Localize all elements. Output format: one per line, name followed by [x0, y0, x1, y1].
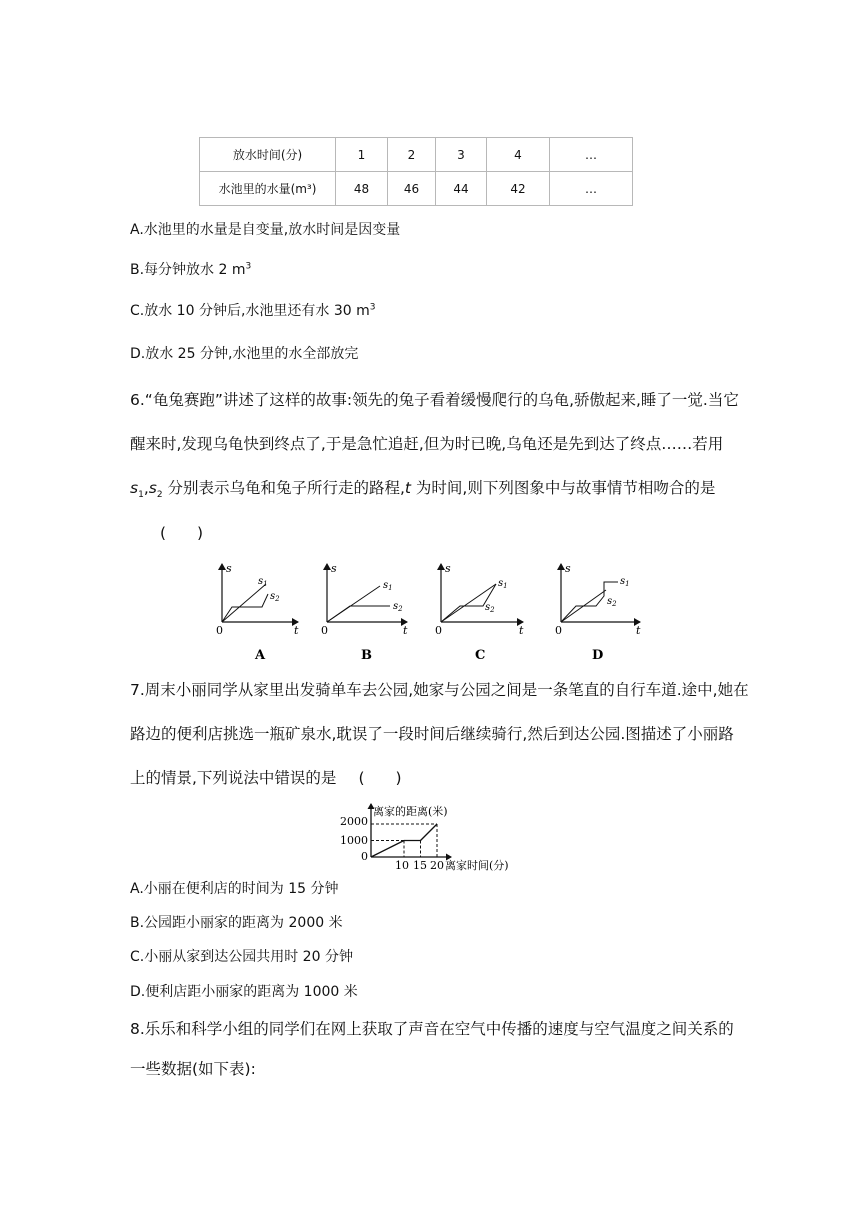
- q7-option-a: A.小丽在便利店的时间为 15 分钟: [130, 881, 339, 897]
- table-cell: 4: [487, 138, 550, 172]
- s2-line: [327, 606, 390, 622]
- x-tick-label: 20: [430, 859, 444, 872]
- s1-label: $s_1$: [258, 576, 268, 588]
- table-cell: 48: [336, 172, 388, 206]
- q7-line-3: [130, 767, 402, 789]
- graph-label-d: D: [592, 648, 604, 663]
- s1-label: $s_1$: [498, 578, 508, 590]
- q6-graphs: [200, 558, 660, 666]
- graph-b: [321, 562, 408, 663]
- graph-label-b: B: [361, 648, 372, 663]
- axis-label-s: s: [445, 562, 451, 575]
- subscript: 1: [138, 490, 144, 501]
- var-t: t: [404, 479, 411, 497]
- q7-distance-chart: [335, 800, 525, 872]
- axis-label-t: t: [403, 624, 408, 637]
- axis-label-s: s: [331, 562, 337, 575]
- q5-option-c: [130, 301, 375, 321]
- q6-answer-bracket: ( ): [160, 524, 204, 542]
- y-tick-label: 1000: [340, 834, 368, 847]
- s1-label: $s_1$: [620, 576, 630, 588]
- water-table: [199, 137, 633, 206]
- superscript: 3: [245, 261, 252, 272]
- axis-label-t: t: [636, 624, 641, 637]
- s1-line: [222, 584, 266, 622]
- table-cell: 46: [388, 172, 436, 206]
- s2-label: $s_2$: [485, 602, 495, 614]
- graph-a: [216, 562, 299, 663]
- q6-line-3: [130, 477, 715, 499]
- graph-label-c: C: [475, 648, 486, 663]
- q5-option-d: D.放水 25 分钟,水池里的水全部放完: [130, 346, 359, 362]
- s2-label: $s_2$: [270, 591, 280, 603]
- q5-option-b: [130, 260, 251, 280]
- q7-line-2: 路边的便利店挑选一瓶矿泉水,耽误了一段时间后继续骑行,然后到达公园.图描述了小丽路: [130, 725, 734, 743]
- q6-line-2: 醒来时,发现乌龟快到终点了,于是急忙追赶,但为时已晚,乌龟还是先到达了终点……若用: [130, 435, 724, 453]
- s2-label: $s_2$: [393, 601, 403, 613]
- q8-line-1: 8.乐乐和科学小组的同学们在网上获取了声音在空气中传播的速度与空气温度之间关系的: [130, 1020, 734, 1038]
- x-tick-label: 10: [395, 859, 409, 872]
- q5-option-c-text: C.放水 10 分钟后,水池里还有水 30 m: [130, 303, 370, 319]
- table-cell: 42: [487, 172, 550, 206]
- q5-option-a: A.水池里的水量是自变量,放水时间是因变量: [130, 222, 401, 238]
- series-segment-1: [371, 841, 404, 858]
- origin-label: 0: [435, 624, 442, 637]
- table-cell: 1: [336, 138, 388, 172]
- subscript: 2: [156, 490, 163, 501]
- table-cell: …: [550, 138, 633, 172]
- q7-option-c: C.小丽从家到达公园共用时 20 分钟: [130, 949, 353, 965]
- axis-label-s: s: [226, 562, 232, 575]
- y-tick-label: 0: [361, 850, 368, 863]
- graph-d: [555, 562, 641, 663]
- x-tick-label: 15: [413, 859, 427, 872]
- y-tick-label: 2000: [340, 815, 368, 828]
- table-cell: 2: [388, 138, 436, 172]
- y-axis-label: 离家的距离(米): [373, 805, 448, 818]
- var-s2: s: [148, 479, 157, 497]
- table-row: [200, 138, 633, 172]
- q5-option-b-text: B.每分钟放水 2 m: [130, 262, 246, 278]
- q7-line-3-text: 上的情景,下列说法中错误的是: [130, 769, 337, 787]
- table-cell: …: [550, 172, 633, 206]
- q7-option-d: D.便利店距小丽家的距离为 1000 米: [130, 984, 358, 1000]
- table-header-cell: 放水时间(分): [200, 138, 336, 172]
- series-segment-3: [421, 824, 438, 841]
- origin-label: 0: [555, 624, 562, 637]
- s1-label: $s_1$: [383, 580, 393, 592]
- s2-label: $s_2$: [607, 596, 617, 608]
- q6-line-3-end: 为时间,则下列图象中与故事情节相吻合的是: [411, 479, 716, 497]
- axis-label-s: s: [565, 562, 571, 575]
- var-s1: s: [130, 479, 139, 497]
- table-cell: 3: [436, 138, 487, 172]
- axis-label-t: t: [519, 624, 524, 637]
- origin-label: 0: [321, 624, 328, 637]
- graph-c: [435, 562, 524, 663]
- axis-label-t: t: [294, 624, 299, 637]
- table-cell: 44: [436, 172, 487, 206]
- q7-option-b: B.公园距小丽家的距离为 2000 米: [130, 915, 343, 931]
- s2-line: [222, 594, 268, 622]
- q6-line-1: 6.“龟兔赛跑”讲述了这样的故事:领先的兔子看着缓慢爬行的乌龟,骄傲起来,睡了一觉.当它: [130, 391, 739, 409]
- origin-label: 0: [216, 624, 223, 637]
- x-axis-label: 离家时间(分): [445, 859, 509, 872]
- superscript: 3: [369, 302, 376, 313]
- comma: ,: [143, 479, 149, 497]
- q6-line-3-mid: 分别表示乌龟和兔子所行走的路程,: [162, 479, 405, 497]
- q8-line-2: 一些数据(如下表):: [130, 1060, 256, 1078]
- q7-line-1: 7.周末小丽同学从家里出发骑单车去公园,她家与公园之间是一条笔直的自行车道.途中,她在: [130, 681, 749, 699]
- table-header-cell: 水池里的水量(m³): [200, 172, 336, 206]
- table-row: [200, 172, 633, 206]
- graph-label-a: A: [255, 648, 266, 663]
- q7-answer-bracket: ( ): [358, 769, 402, 787]
